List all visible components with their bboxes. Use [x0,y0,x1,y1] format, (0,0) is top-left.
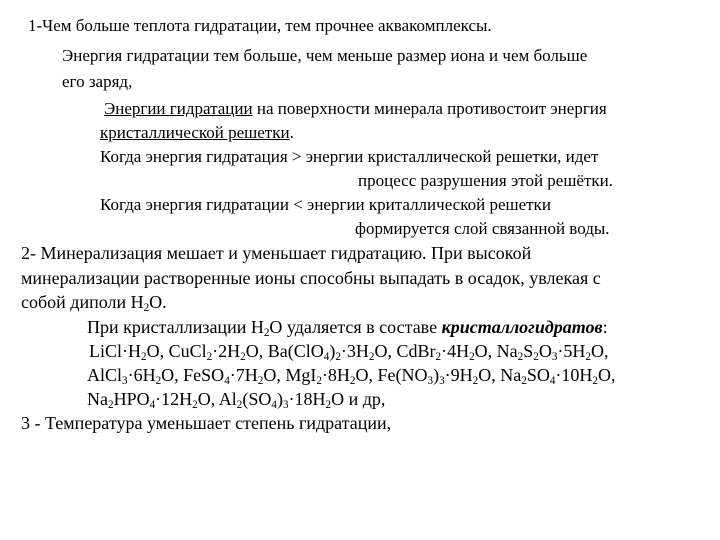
point-2-line-2: минерализации растворенные ионы способны выпадать в осадок, увлекая с [21,268,601,288]
formulas-line-3: $Na_2HPO_4\cdot 12H_2O$, $Al_2(SO_4)_3\cdot 18H_2O$ и др, [87,389,386,411]
formulas-line-2: $AlCl_3\cdot 6H_2O$, $FeSO_4\cdot 7H_2O$, $MgI_2\cdot 8H_2O$, $Fe(NO_3)_3\cdot 9H_2O$, $Na_2SO_4\cdot 10H_2O$, [87,365,616,387]
point-2-line-1: 2- Минерализация мешает и уменьшает гидратацию. При высокой [21,243,532,263]
lattice-energy-term: кристаллической решетки [100,123,290,142]
hydration-energy-line-1: Энергия гидратации тем больше, чем меньше размер иона и чем больше [62,46,588,65]
hydration-energy-line-2: его заряд, [62,72,133,91]
formulas-line-1: $LiCl\cdot H_2O$, $CuCl_2\cdot 2H_2O$, $Ba(ClO_4)_2\cdot 3H_2O$, $CdBr_2\cdot 4H_2O$, $Na_2S_2O_3\cdot 5H_2O$, [89,341,609,363]
case-greater-line-1: Когда энергия гидратация > энергии кристаллической решетки, идет [100,147,599,166]
case-greater-line-2: процесс разрушения этой решётки. [358,171,614,190]
case-less-line-1: Когда энергия гидратации < энергии криталлической решетки [100,195,551,214]
crystallohydrates-term: кристаллогидратов [441,317,603,337]
hydration-vs-lattice-line-2: кристаллической решетки. [100,123,294,142]
hydration-energy-term: Энергии гидратации [104,99,253,118]
hydration-vs-lattice-line-1: Энергии гидратации на поверхности минерала противостоит энергия [104,99,607,118]
point-3-line-1: 3 - Температура уменьшает степень гидратации, [21,413,392,433]
crystallization-line: При кристаллизации $H_2O$ удаляется в составе кристаллогидратов: [87,317,608,339]
point-1-title: 1-Чем больше теплота гидратации, тем прочнее аквакомплексы. [28,16,492,35]
case-less-line-2: формируется слой связанной воды. [355,219,610,238]
point-2-line-3: собой диполи $H_2O$. [21,292,167,314]
